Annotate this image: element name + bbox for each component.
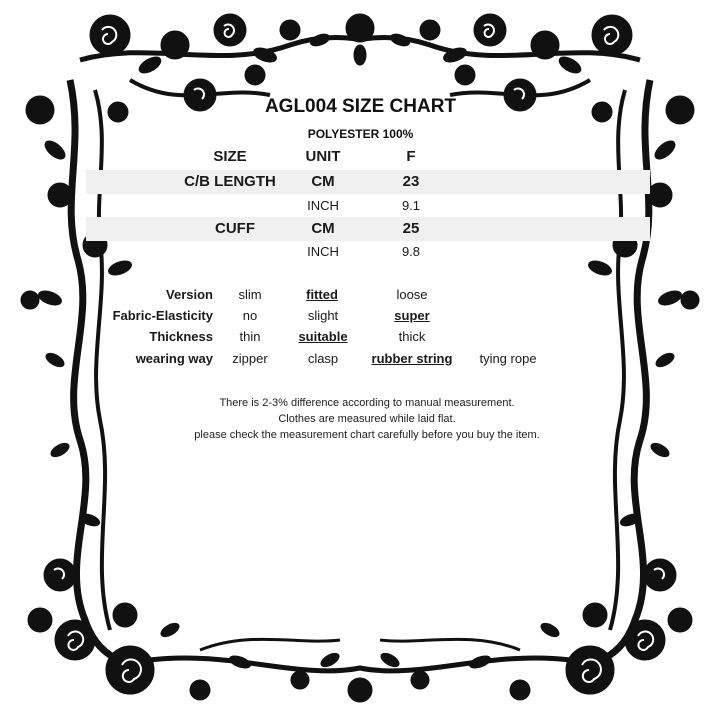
attr-option: thick [398,329,426,344]
row-value: 23 [402,173,420,190]
chart-title: AGL004 SIZE CHART [264,96,457,117]
attr-label-elasticity: Fabric-Elasticity [112,308,213,323]
attr-option-selected: rubber string [371,351,453,366]
row-value: 9.1 [401,198,421,213]
row-value: 25 [402,220,420,237]
row-unit: CM [311,173,335,190]
attr-option-selected: super [394,308,430,323]
attr-option: loose [396,287,428,302]
attr-option: slight [307,308,339,323]
header-unit: UNIT [305,148,341,165]
note-line: There is 2-3% difference according to manual measurement. [219,397,515,409]
header-f: F [406,148,416,165]
attr-label-version: Version [166,287,213,302]
row-size: C/B LENGTH [184,173,276,190]
row-size: CUFF [215,220,255,237]
attr-option-selected: fitted [306,287,338,302]
header-size: SIZE [213,148,247,165]
attr-option: slim [238,287,262,302]
row-unit: INCH [307,244,339,259]
row-value: 9.8 [401,244,421,259]
material-label: POLYESTER 100% [307,127,414,141]
row-unit: INCH [307,198,339,213]
attr-option: thin [239,329,261,344]
note-line: please check the measurement chart carefully before you buy the item. [194,429,540,441]
attr-option: clasp [307,351,339,366]
attr-label-wearing-way: wearing way [135,351,213,366]
note-line: Clothes are measured while laid flat. [278,413,456,425]
attr-label-thickness: Thickness [149,329,213,344]
row-unit: CM [311,220,335,237]
attr-option: zipper [232,351,268,366]
attr-option-selected: suitable [298,329,348,344]
attr-option: tying rope [479,351,537,366]
attr-option: no [242,308,258,323]
